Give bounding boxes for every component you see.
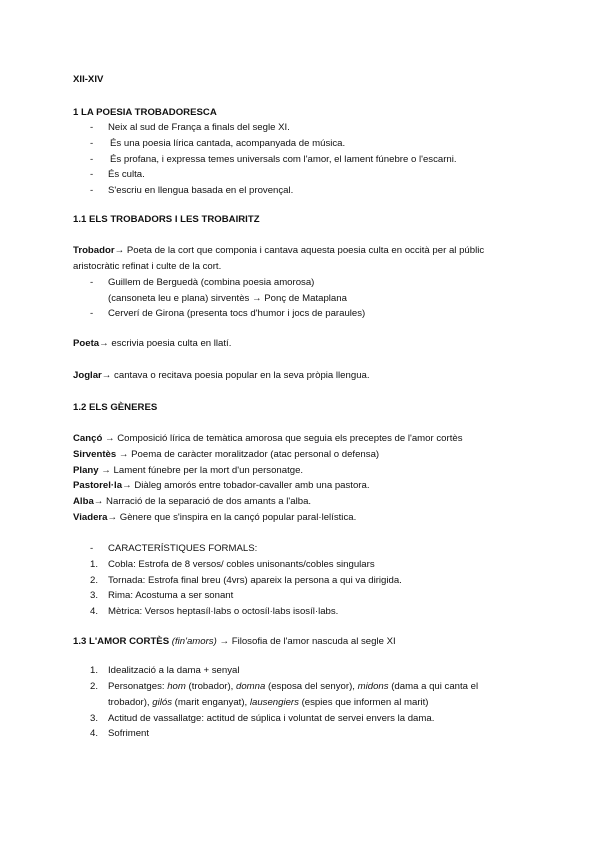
list-item: Sofriment: [108, 728, 150, 739]
list-item: És profana, i expressa temes universals com l'amor, el lament fúnebre o l'escarni.: [110, 154, 457, 165]
list-item: (cansoneta leu e plana) sirventès → Ponç de Mataplana: [108, 293, 347, 304]
list-item: Cobla: Estrofa de 8 versos/ cobles unisonants/cobles singulars: [108, 559, 375, 570]
formal-heading: CARACTERÍSTIQUES FORMALS:: [108, 543, 258, 554]
genre-canco: Cançó → Composició lírica de temàtica amorosa que seguia els preceptes de l'amor cortès: [73, 433, 463, 444]
bullet: -: [90, 154, 94, 165]
list-number: 3.: [90, 590, 99, 601]
list-item: Idealització a la dama + senyal: [108, 665, 240, 676]
trobador-definition-cont: aristocràtic refinat i culte de la cort.: [73, 261, 222, 272]
list-item: Rima: Acostuma a ser sonant: [108, 590, 234, 601]
list-number: 2.: [90, 575, 99, 586]
bullet: -: [90, 277, 94, 288]
trobador-definition: Trobador→ Poeta de la cort que componia i cantava aquesta poesia culta en occità per al públic: [73, 245, 485, 256]
genre-plany: Plany → Lament fúnebre per la mort d'un personatge.: [73, 465, 304, 476]
list-item: És una poesia lírica cantada, acompanyada de música.: [110, 138, 346, 149]
poeta-definition: Poeta→ escrivia poesia culta en llatí.: [73, 338, 232, 349]
bullet: -: [90, 169, 94, 180]
genre-alba: Alba→ Narració de la separació de dos amants a l'alba.: [73, 496, 312, 507]
joglar-definition: Joglar→ cantava o recitava poesia popular en la seva pròpia llengua.: [73, 370, 370, 381]
list-number: 1.: [90, 559, 99, 570]
section-1-1-heading: 1.1 ELS TROBADORS I LES TROBAIRITZ: [73, 214, 260, 225]
list-item: Cerverí de Girona (presenta tocs d'humor i jocs de paraules): [108, 308, 366, 319]
genre-pastorella: Pastorel·la→ Diàleg amorós entre tobador-cavaller amb una pastora.: [73, 480, 370, 491]
section-1-2-heading: 1.2 ELS GÈNERES: [73, 402, 158, 413]
genre-viadera: Viadera→ Gènere que s'inspira en la cançó popular paral·lelística.: [73, 512, 357, 523]
list-item-cont: trobador), gilós (marit enganyat), lausengiers (espies que informen al marit): [108, 697, 429, 708]
section-1-heading: 1 LA POESIA TROBADORESCA: [73, 107, 217, 118]
doc-title: XII-XIV: [73, 74, 104, 85]
list-item: Neix al sud de França a finals del segle XI.: [108, 122, 290, 133]
list-item: Actitud de vassallatge: actitud de súplica i voluntat de servei envers la dama.: [108, 713, 435, 724]
list-item: Mètrica: Versos heptasíl·labs o octosíl·labs isosíl·labs.: [108, 606, 339, 617]
list-item: Guillem de Berguedà (combina poesia amorosa): [108, 277, 315, 288]
bullet: -: [90, 543, 94, 554]
bullet: -: [90, 308, 94, 319]
list-item: És culta.: [108, 169, 145, 180]
list-number: 3.: [90, 713, 99, 724]
list-number: 4.: [90, 606, 99, 617]
bullet: -: [90, 138, 94, 149]
bullet: -: [90, 122, 94, 133]
section-1-3-heading: 1.3 L'AMOR CORTÈS (fin'amors) → Filosofia de l'amor nascuda al segle XI: [73, 636, 396, 647]
list-item: Tornada: Estrofa final breu (4vrs) apareix la persona a qui va dirigida.: [108, 575, 402, 586]
list-number: 1.: [90, 665, 99, 676]
list-number: 2.: [90, 681, 99, 692]
list-item: Personatges: hom (trobador), domna (esposa del senyor), midons (dama a qui canta el: [108, 681, 479, 692]
list-number: 4.: [90, 728, 99, 739]
bullet: -: [90, 185, 94, 196]
genre-sirventes: Sirventès → Poema de caràcter moralitzador (atac personal o defensa): [73, 449, 380, 460]
list-item: S'escriu en llengua basada en el provençal.: [108, 185, 294, 196]
